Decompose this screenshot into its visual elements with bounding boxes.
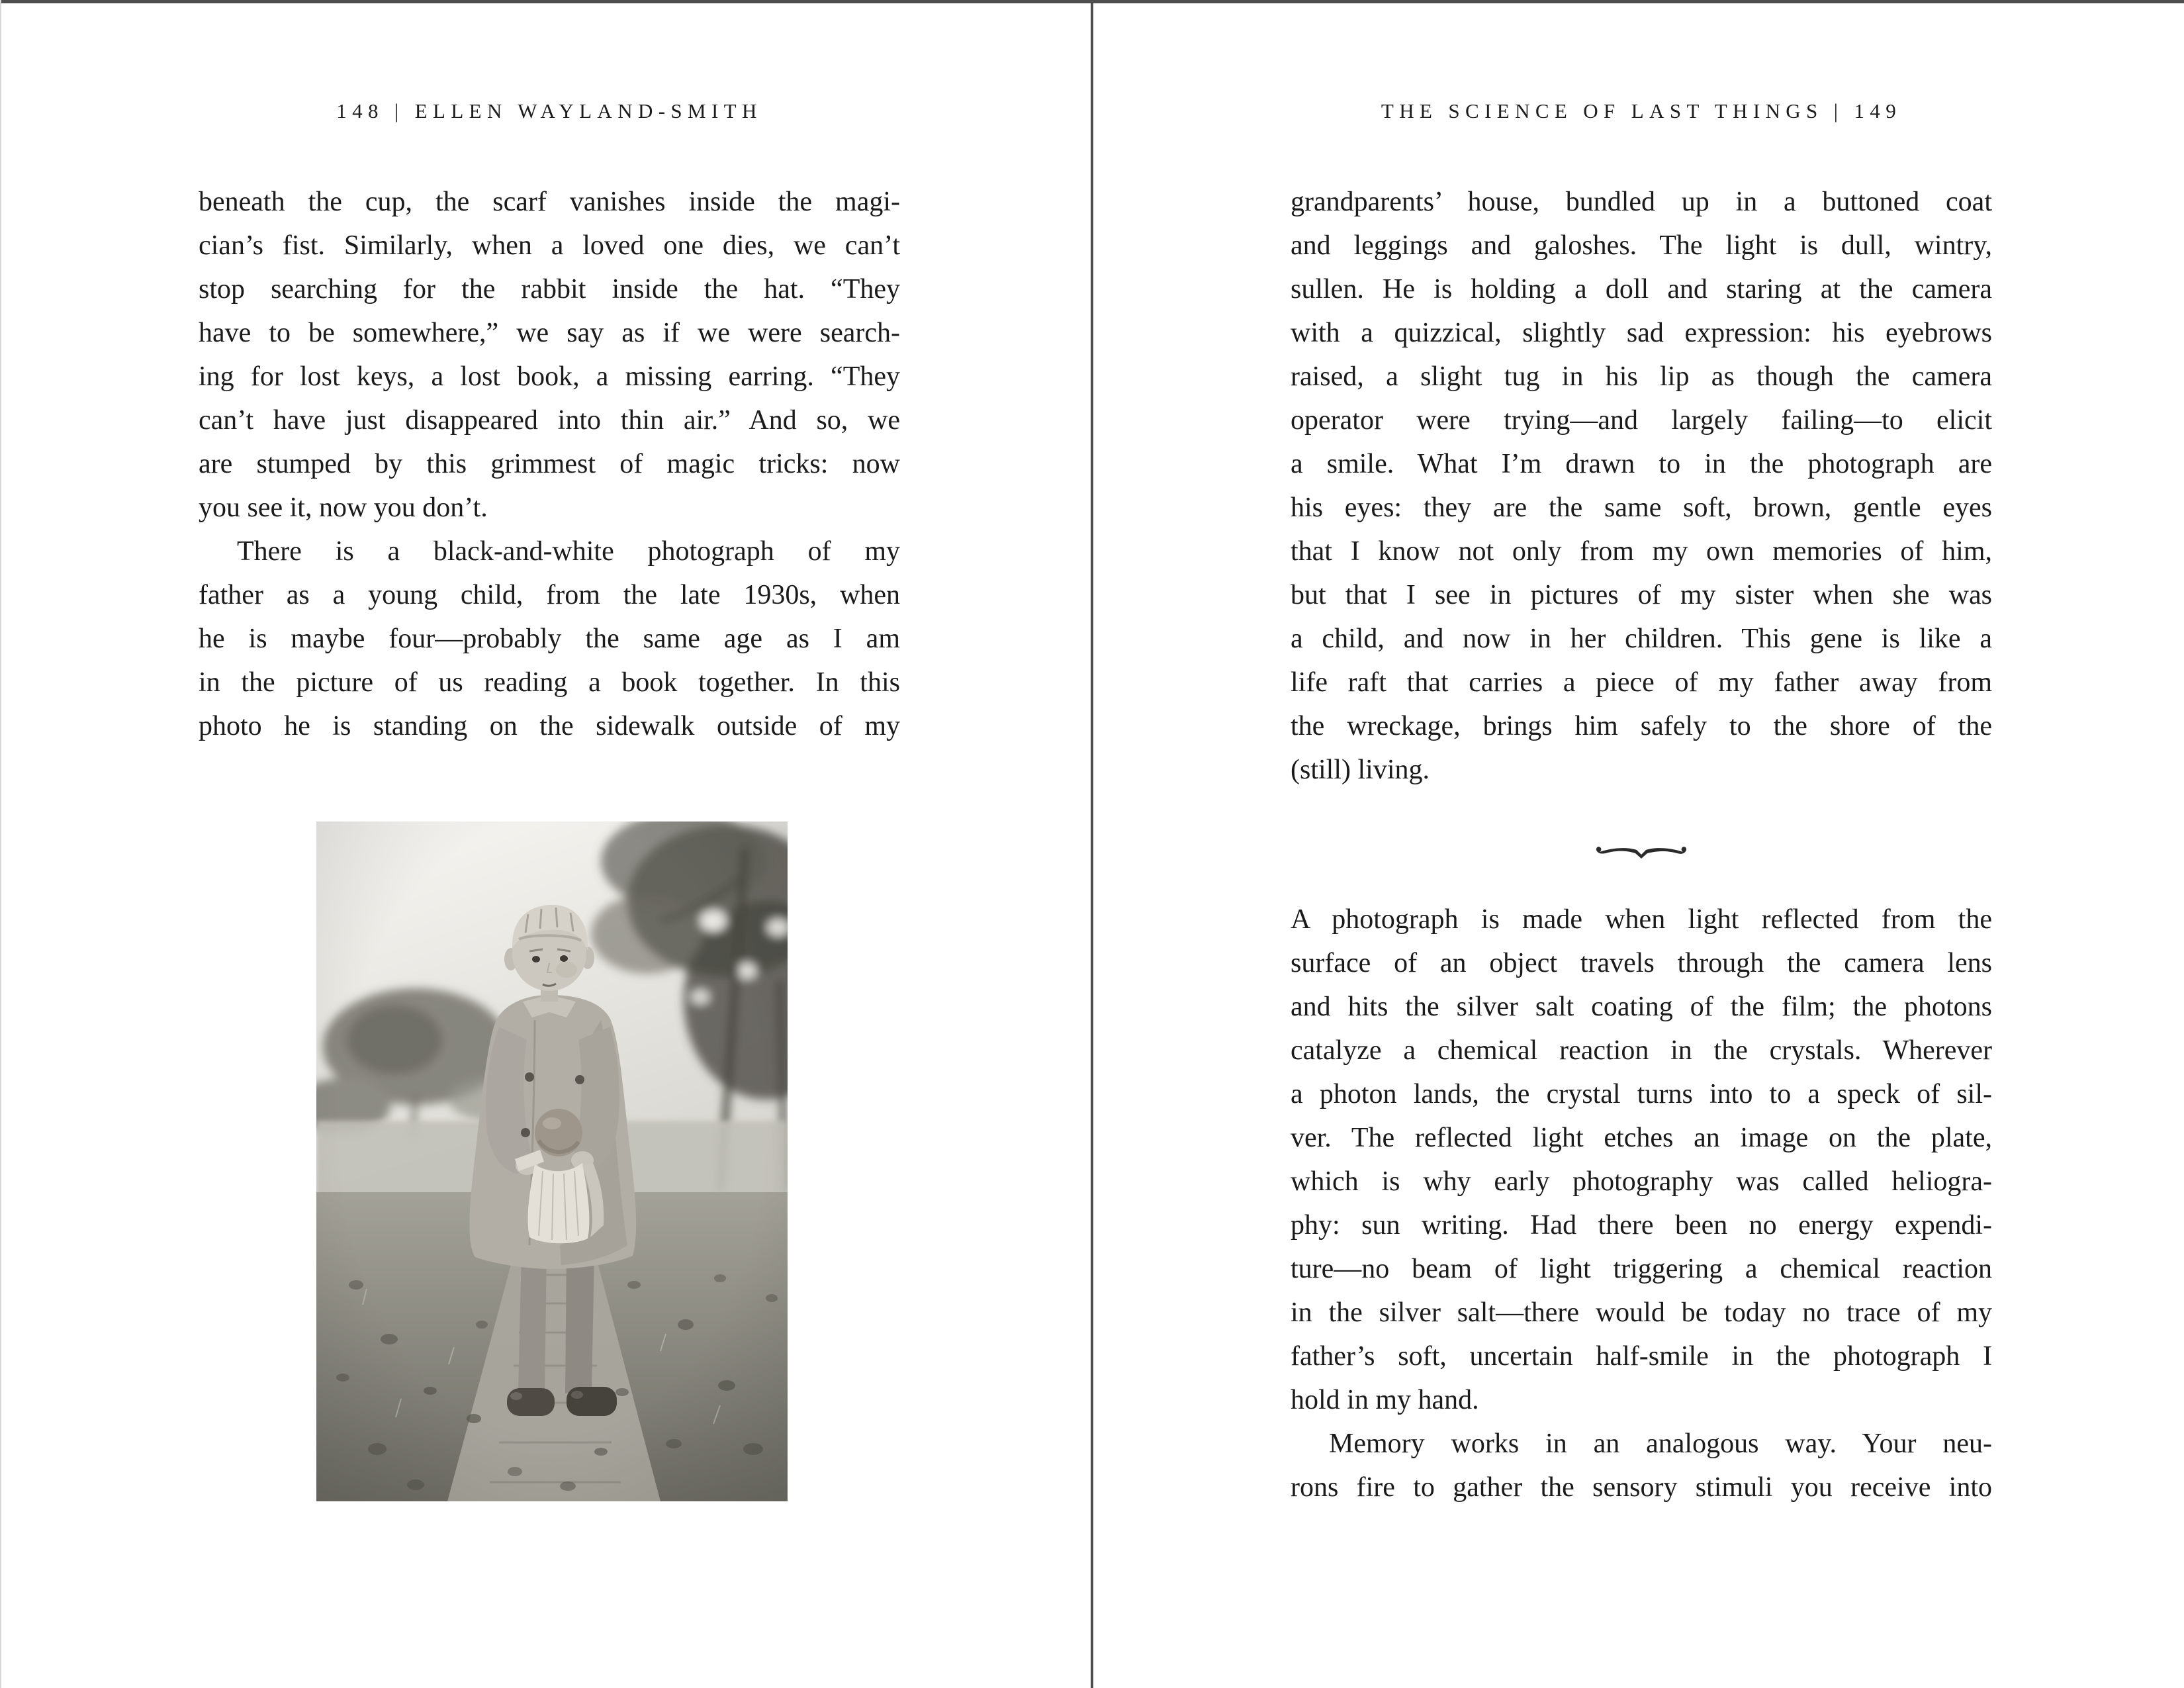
text-line: a photon lands, the crystal turns into to a speck of sil-: [1291, 1079, 1992, 1109]
text-line: cian’s fist. Similarly, when a loved one dies, we can’t: [199, 230, 900, 261]
text-line: you see it, now you don’t.: [199, 492, 488, 523]
right-running-head: THE SCIENCE OF LAST THINGS | 149: [1381, 99, 1902, 122]
text-line: have to be somewhere,” we say as if we were search-: [199, 318, 900, 348]
boy-with-doll-photograph: [316, 821, 788, 1501]
text-line: Memory works in an analogous way. Your neu-: [1329, 1429, 1992, 1459]
text-line: a child, and now in her children. This gene is like a: [1291, 624, 1992, 654]
text-line: are stumped by this grimmest of magic tricks: now: [199, 449, 900, 479]
right-text-column-top: [1291, 180, 1992, 792]
text-line: life raft that carries a piece of my father away from: [1291, 667, 1992, 698]
text-line: which is why early photography was called heliogra-: [1291, 1166, 1992, 1197]
text-line: but that I see in pictures of my sister when she was: [1291, 580, 1992, 610]
text-line: can’t have just disappeared into thin air.” And so, we: [199, 405, 900, 436]
text-line: in the picture of us reading a book together. In this: [199, 667, 900, 698]
text-line: with a quizzical, slightly sad expression: his eyebrows: [1291, 318, 1992, 348]
photograph-artwork: [316, 821, 788, 1501]
text-line: There is a black-and-white photograph of my: [237, 536, 900, 567]
text-line: grandparents’ house, bundled up in a buttoned coat: [1291, 187, 1992, 217]
text-line: surface of an object travels through the camera lens: [1291, 948, 1992, 978]
text-line: hold in my hand.: [1291, 1385, 1479, 1415]
text-line: photo he is standing on the sidewalk outside of my: [199, 711, 900, 741]
text-line: his eyes: they are the same soft, brown, gentle eyes: [1291, 492, 1992, 523]
text-line: father as a young child, from the late 1930s, when: [199, 580, 900, 610]
text-line: that I know not only from my own memories of him,: [1291, 536, 1992, 567]
text-line: A photograph is made when light reflected from the: [1291, 904, 1992, 935]
text-line: ture—no beam of light triggering a chemical reaction: [1291, 1254, 1992, 1284]
text-line: a smile. What I’m drawn to in the photograph are: [1291, 449, 1992, 479]
text-line: he is maybe four—probably the same age as I am: [199, 624, 900, 654]
text-line: ver. The reflected light etches an image on the plate,: [1291, 1123, 1992, 1153]
text-line: phy: sun writing. Had there been no energy expendi-: [1291, 1210, 1992, 1241]
text-line: and leggings and galoshes. The light is dull, wintry,: [1291, 230, 1992, 261]
text-line: raised, a slight tug in his lip as though the camera: [1291, 361, 1992, 392]
left-edge-rule: [0, 0, 1, 1688]
text-line: catalyze a chemical reaction in the crystals. Wherever: [1291, 1035, 1992, 1066]
text-line: and hits the silver salt coating of the film; the photons: [1291, 992, 1992, 1022]
text-line: father’s soft, uncertain half-smile in the photograph I: [1291, 1341, 1992, 1372]
right-text-column-bottom: [1291, 898, 1992, 1509]
section-break-ornament: [1291, 835, 1992, 867]
text-line: rons fire to gather the sensory stimuli you receive into: [1291, 1472, 1992, 1503]
text-line: beneath the cup, the scarf vanishes inside the magi-: [199, 187, 900, 217]
swash-flourish-icon: [1592, 842, 1691, 861]
text-line: the wreckage, brings him safely to the shore of the: [1291, 711, 1992, 741]
text-line: stop searching for the rabbit inside the hat. “They: [199, 274, 900, 305]
text-line: in the silver salt—there would be today no trace of my: [1291, 1297, 1992, 1328]
text-line: (still) living.: [1291, 755, 1430, 785]
left-page: [199, 0, 900, 1688]
text-line: sullen. He is holding a doll and staring at the camera: [1291, 274, 1992, 305]
page-gutter-divider: [1091, 0, 1093, 1688]
text-line: ing for lost keys, a lost book, a missing earring. “They: [199, 361, 900, 392]
right-page: [1291, 0, 1992, 1688]
left-running-head: 148 | ELLEN WAYLAND-SMITH: [336, 99, 762, 122]
text-line: operator were trying—and largely failing—to elicit: [1291, 405, 1992, 436]
left-text-column: [199, 180, 900, 748]
